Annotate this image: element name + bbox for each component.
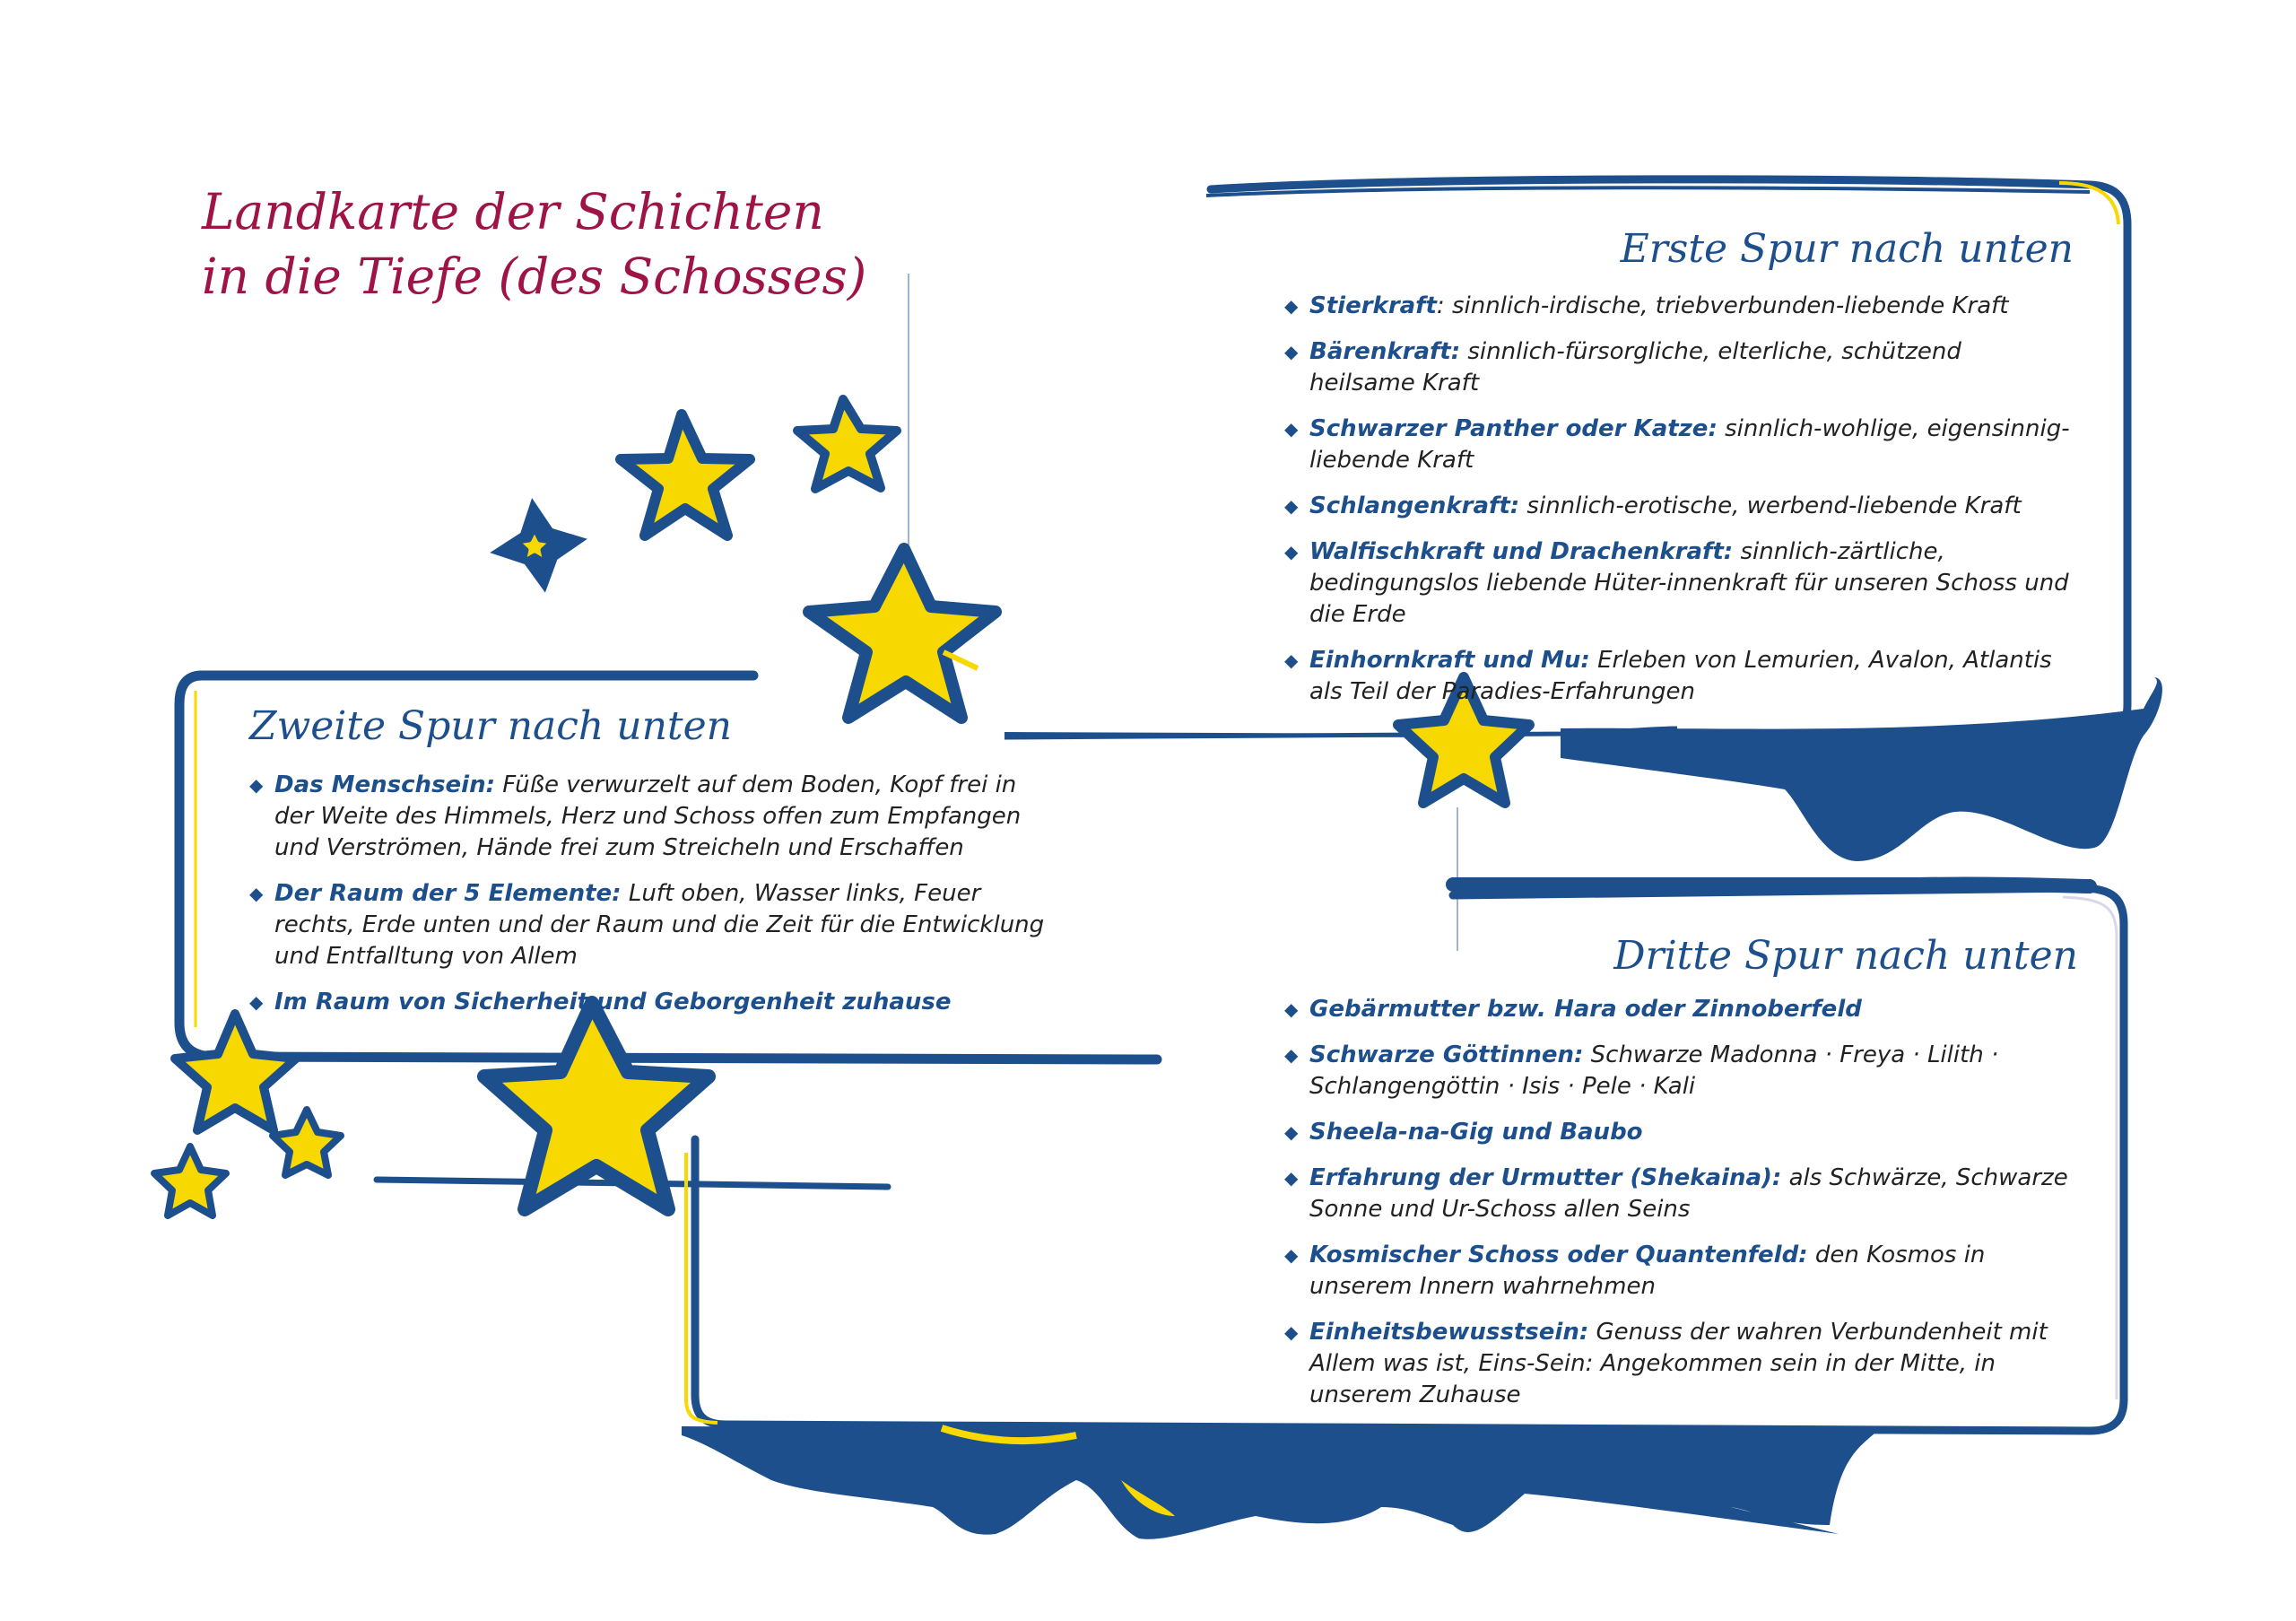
item-term: Schwarzer Panther oder Katze:	[1309, 415, 1718, 442]
item-term: Im Raum von Sicherheit und Geborgenheit zuhause	[274, 989, 952, 1015]
list-item	[1284, 536, 2074, 631]
item-text: sinnlich-erotische, werbend-liebende Kraft	[1519, 492, 2022, 519]
list-item	[1284, 1117, 2078, 1148]
panel-heading-dritte-spur: Dritte Spur nach unten	[1613, 933, 2078, 979]
item-term: Gebärmutter bzw. Hara oder Zinnoberfeld	[1309, 996, 1862, 1023]
item-term: Einheitsbewusstsein:	[1309, 1319, 1589, 1346]
item-text: : sinnlich-irdische, triebverbunden-liebende Kraft	[1436, 292, 2009, 319]
diamond-bullet-icon: ◆	[1284, 649, 1299, 671]
item-text: Schwarze Madonna · Freya · Lilith · Schlangengöttin · Isis · Pele · Kali	[1309, 1041, 1999, 1100]
list-dritte-spur	[1284, 994, 2078, 1411]
page-title-line-2: in die Tiefe (des Schosses)	[202, 248, 867, 305]
diamond-bullet-icon: ◆	[1284, 295, 1299, 317]
item-text: den Kosmos in unserem Innern wahrnehmen	[1309, 1242, 1986, 1300]
diamond-bullet-icon: ◆	[1284, 341, 1299, 362]
item-text: Genuss der wahren Verbundenheit mit Allem was ist, Eins-Sein: Angekommen sein in der Mitte, in unserem Zuhause	[1309, 1319, 2048, 1408]
item-term: Kosmischer Schoss oder Quantenfeld:	[1309, 1242, 1808, 1268]
list-item	[249, 878, 1057, 972]
diamond-bullet-icon: ◆	[1284, 1044, 1299, 1066]
list-item	[1284, 291, 2074, 322]
list-zweite-spur	[249, 770, 1057, 1018]
item-text: Füße verwurzelt auf dem Boden, Kopf frei in der Weite des Himmels, Herz und Schoss offen zum Empfangen und Verströmen, Hände frei zum Streicheln und Erschaffen	[274, 771, 1022, 861]
frame-third-drip	[682, 1426, 1874, 1539]
item-term: Bärenkraft:	[1309, 338, 1461, 365]
item-term: Schlangenkraft:	[1309, 492, 1520, 519]
page-title	[202, 179, 866, 309]
star-4	[809, 549, 996, 718]
star-3	[797, 399, 897, 489]
list-item	[1284, 414, 2074, 476]
item-text: sinnlich-wohlige, eigensinnig-liebende Kraft	[1309, 415, 2070, 474]
item-term: Der Raum der 5 Elemente:	[274, 880, 622, 907]
diamond-bullet-icon: ◆	[249, 774, 264, 796]
list-item	[1284, 994, 2078, 1025]
panel-heading-zweite-spur: Zweite Spur nach unten	[249, 703, 732, 749]
item-term: Schwarze Göttinnen:	[1309, 1041, 1584, 1068]
diamond-bullet-icon: ◆	[1284, 1244, 1299, 1266]
page-title-line-1: Landkarte der Schichten	[202, 183, 824, 240]
list-item	[1284, 1317, 2078, 1411]
diamond-bullet-icon: ◆	[1284, 418, 1299, 440]
panel-dritte-spur	[1284, 931, 2078, 1425]
panel-heading-erste-spur: Erste Spur nach unten	[1620, 226, 2074, 272]
panel-erste-spur	[1284, 224, 2074, 722]
diamond-bullet-icon: ◆	[249, 991, 264, 1013]
star-7	[273, 1110, 341, 1175]
item-text: Erleben von Lemurien, Avalon, Atlantis als Teil der Paradies-Erfahrungen	[1309, 647, 2052, 705]
panel-zweite-spur	[249, 702, 1057, 1033]
diamond-bullet-icon: ◆	[1284, 541, 1299, 562]
item-term: Stierkraft	[1309, 292, 1437, 319]
list-item	[249, 987, 1057, 1018]
item-term: Walfischkraft und Drachenkraft:	[1309, 538, 1734, 565]
item-text: sinnlich-zärtliche, bedingungslos liebende Hüter-innenkraft für unseren Schoss und die Erde	[1309, 538, 2069, 628]
list-item	[1284, 1240, 2078, 1303]
item-term: Einhornkraft und Mu:	[1309, 647, 1590, 674]
list-item	[1284, 645, 2074, 708]
star-2	[621, 414, 750, 536]
item-term: Sheela-na-Gig und Baubo	[1309, 1119, 1643, 1146]
list-item	[1284, 1040, 2078, 1102]
item-text: Luft oben, Wasser links, Feuer rechts, Erde unten und der Raum und die Zeit für die Entwicklung und Entfalltung von Allem	[274, 880, 1045, 970]
diamond-bullet-icon: ◆	[249, 883, 264, 904]
item-text: als Schwärze, Schwarze Sonne und Ur-Schoss allen Seins	[1309, 1164, 2068, 1223]
diamond-bullet-icon: ◆	[1284, 998, 1299, 1020]
diamond-bullet-icon: ◆	[1284, 495, 1299, 517]
list-item	[1284, 336, 2074, 399]
diamond-bullet-icon: ◆	[1284, 1121, 1299, 1143]
list-erste-spur	[1284, 291, 2074, 708]
star-9	[484, 1003, 709, 1209]
item-text: sinnlich-fürsorgliche, elterliche, schützend heilsame Kraft	[1309, 338, 1961, 397]
list-item	[1284, 1163, 2078, 1225]
list-item	[249, 770, 1057, 864]
item-term: Das Menschsein:	[274, 771, 495, 798]
item-term: Erfahrung der Urmutter (Shekaina):	[1309, 1164, 1782, 1191]
star-1	[487, 494, 591, 596]
star-8	[154, 1146, 226, 1216]
diamond-bullet-icon: ◆	[1284, 1167, 1299, 1189]
list-item	[1284, 491, 2074, 522]
diamond-bullet-icon: ◆	[1284, 1321, 1299, 1343]
